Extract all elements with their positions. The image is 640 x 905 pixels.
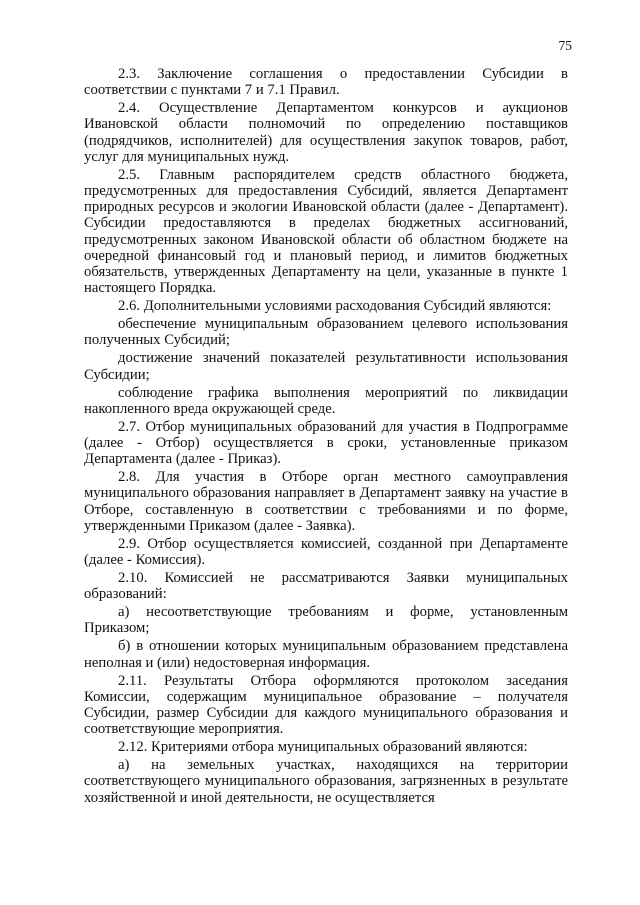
paragraph-2-5: 2.5. Главным распорядителем средств областного бюджета, предусмотренных для предоставления Субсидий, является Департамент природных ресурсов и экологии Ивановской области (далее - Департамент). Субсидии предоставляются в пределах бюджетных ассигнований, предусмотренных законом Ивановской области об областном бюджете на очередной финансовый год и плановый период, и лимитов бюджетных обязательств, утвержденных Департаменту на цели, указанные в пункте 1 настоящего Порядка. — [84, 166, 568, 297]
paragraph-2-10-item-a: а) несоответствующие требованиям и форме, установленным Приказом; — [84, 604, 568, 637]
paragraph-2-3: 2.3. Заключение соглашения о предоставлении Субсидии в соответствии с пунктами 7 и 7.1 Правил. — [84, 66, 568, 99]
paragraph-2-9: 2.9. Отбор осуществляется комиссией, созданной при Департаменте (далее - Комиссия). — [84, 535, 568, 569]
page-number: 75 — [558, 38, 572, 53]
paragraph-2-6-item-1: обеспечение муниципальным образованием целевого использования полученных Субсидий; — [84, 316, 568, 349]
paragraph-2-8: 2.8. Для участия в Отборе орган местного самоуправления муниципального образования направляет в Департамент заявку на участие в Отборе, составленную в соответствии с требованиями и по форме, утвержденными Приказом (далее - Заявка). — [84, 469, 568, 534]
paragraph-2-4: 2.4. Осуществление Департаментом конкурсов и аукционов Ивановской области полномочий по определению поставщиков (подрядчиков, исполнителей) для осуществления закупок товаров, работ, услуг для муниципальных нужд. — [84, 100, 568, 165]
paragraph-2-7: 2.7. Отбор муниципальных образований для участия в Подпрограмме (далее - Отбор) осуществляется в сроки, установленные приказом Департамента (далее - Приказ). — [84, 418, 568, 468]
paragraph-2-6-item-2: достижение значений показателей результативности использования Субсидии; — [84, 350, 568, 383]
paragraph-2-6-item-3: соблюдение графика выполнения мероприятий по ликвидации накопленного вреда окружающей среде. — [84, 384, 568, 417]
paragraph-2-11: 2.11. Результаты Отбора оформляются протоколом заседания Комиссии, содержащим муниципальное образование – получателя Субсидии, размер Субсидии для каждого муниципального образования и соответствующие мероприятия. — [84, 672, 568, 738]
paragraph-2-10-item-b: б) в отношении которых муниципальным образованием представлена неполная и (или) недостоверная информация. — [84, 638, 568, 671]
paragraph-2-12-item-a: а) на земельных участках, находящихся на территории соответствующего муниципального образования, загрязненных в результате хозяйственной и иной деятельности, не осуществляется — [84, 757, 568, 806]
paragraph-2-12: 2.12. Критериями отбора муниципальных образований являются: — [118, 739, 528, 756]
paragraph-2-6: 2.6. Дополнительными условиями расходования Субсидий являются: — [118, 298, 552, 315]
paragraph-2-10: 2.10. Комиссией не рассматриваются Заявки муниципальных образований: — [84, 570, 568, 603]
document-body — [84, 66, 568, 808]
